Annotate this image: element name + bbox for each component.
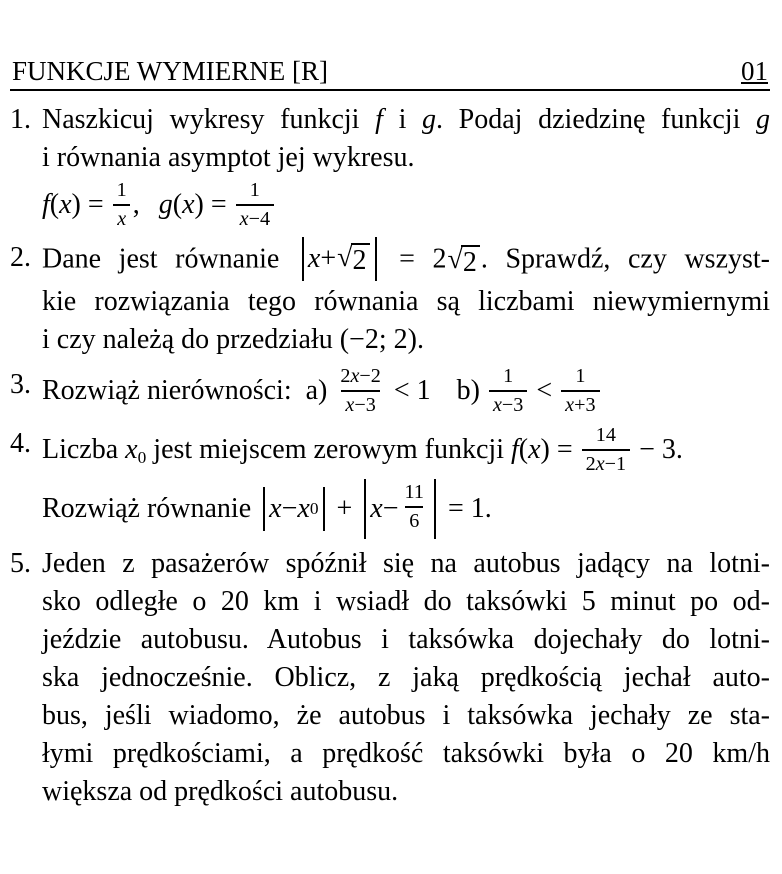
problem-line: [42, 659, 770, 697]
fraction-denominator: [113, 204, 130, 232]
problem-number: 3.: [10, 369, 31, 401]
math-variable: x: [350, 365, 360, 388]
problem-line: [42, 366, 770, 419]
fraction-numerator: [499, 364, 517, 390]
text-run: −2: [359, 365, 381, 388]
fraction-denominator: [489, 390, 527, 418]
text-run: (: [518, 434, 529, 466]
problem-line: [42, 180, 770, 233]
fraction-denominator: [405, 506, 423, 534]
text-run: <: [529, 375, 560, 407]
absolute-value: [299, 237, 380, 281]
fraction-numerator: [246, 178, 264, 204]
fraction-numerator: [401, 480, 428, 506]
text-run: Rozwiąż nierówności: a): [42, 375, 335, 407]
problem-line: [42, 583, 770, 621]
problem-line: [42, 481, 770, 540]
text-run: − 3.: [632, 434, 683, 466]
text-run: 1: [116, 179, 127, 201]
worksheet-title: FUNKCJE WYMIERNE [R]: [12, 56, 328, 86]
text-run: = 2: [381, 243, 447, 275]
text-run: < 1: [386, 375, 431, 407]
problem-line: [42, 239, 770, 283]
vertical-bar-icon: [375, 237, 377, 281]
math-variable: x: [528, 434, 541, 466]
fraction: [336, 364, 384, 417]
math-variable: x: [59, 189, 72, 220]
problem-line: [42, 321, 770, 359]
fraction: [582, 423, 630, 476]
vertical-bar-icon: [434, 479, 436, 538]
problem-body: [42, 101, 770, 234]
math-variable: x: [370, 493, 383, 525]
problem-item: [10, 101, 770, 234]
problem-line: [42, 735, 770, 773]
text-run: 14: [595, 424, 616, 447]
text-run: 11: [404, 481, 424, 504]
text-run: +: [320, 243, 337, 275]
text-run: Jeden z pasażerów spóźnił się na autobus jadący na lotni-: [42, 547, 770, 579]
text-run: i: [382, 104, 423, 135]
fraction-denominator: [341, 390, 379, 418]
problem-line: [42, 621, 770, 659]
problem-item: [10, 239, 770, 359]
problem-item: [10, 366, 770, 419]
text-run: i czy należą do przedziału (−2; 2).: [42, 324, 424, 356]
text-run: −3: [354, 393, 376, 416]
text-run: jest miejscem zerowym funkcji: [146, 434, 511, 466]
fraction-numerator: [592, 423, 620, 449]
fraction-numerator: [571, 364, 589, 390]
fraction-denominator: [582, 449, 630, 477]
math-variable: x: [239, 207, 249, 230]
text-run: 1: [249, 179, 260, 201]
fraction-numerator: [113, 178, 131, 204]
radical: [337, 243, 369, 276]
page-header: [10, 57, 770, 91]
math-variable: g: [422, 104, 437, 135]
math-variable: f: [375, 104, 383, 135]
fraction: [236, 178, 274, 231]
fraction: [489, 364, 527, 417]
text-run: ) =: [71, 189, 111, 220]
text-run: −3: [501, 393, 524, 416]
math-variable: f: [510, 434, 519, 466]
radical: [447, 245, 479, 278]
vertical-bar-icon: [323, 487, 325, 531]
math-variable: x: [125, 434, 138, 466]
problem-number: 2.: [10, 242, 31, 274]
text-run: (: [172, 189, 183, 220]
math-variable: x: [269, 493, 282, 525]
text-run: jeździe autobusu. Autobus i taksówka dojechały do lotni-: [42, 623, 770, 655]
math-variable: x: [182, 189, 195, 220]
problem-line: [42, 545, 770, 583]
fraction-denominator: [561, 390, 599, 418]
problem-body: [42, 545, 770, 811]
text-run: sko odległe o 20 km i wsiadł do taksówki 5 minut po od-: [42, 585, 770, 617]
text-run: Naszkicuj wykresy funkcji: [42, 104, 376, 135]
problem-number: 4.: [10, 428, 31, 460]
radicand: 2: [351, 243, 370, 276]
vertical-bar-icon: [263, 487, 265, 531]
fraction: [113, 178, 131, 231]
math-variable: x: [297, 493, 310, 525]
text-run: (: [49, 189, 60, 220]
problem-line: [42, 425, 770, 478]
fraction-numerator: [336, 364, 384, 390]
problem-line: [42, 101, 770, 139]
text-run: +3: [574, 393, 596, 416]
text-run: . Podaj dziedzinę funkcji: [436, 104, 757, 135]
math-variable: x: [117, 207, 127, 230]
problem-body: [42, 425, 770, 541]
text-run: większa od prędkości autobusu.: [42, 775, 399, 807]
problem-line: [42, 283, 770, 321]
text-run: ska jednocześnie. Oblicz, z jaką prędkością jechał auto-: [42, 661, 770, 693]
problem-list: [10, 101, 770, 811]
fraction: [561, 364, 599, 417]
math-variable: x: [345, 393, 355, 416]
text-run: +: [329, 493, 360, 525]
text-run: bus, jeśli wiadomo, że autobus i taksówka jechały ze sta-: [42, 699, 770, 731]
problem-line: [42, 773, 770, 811]
problem-number: 1.: [10, 104, 31, 135]
text-run: łymi prędkościami, a prędkość taksówki była o 20 km/h: [42, 737, 770, 769]
problem-item: [10, 425, 770, 541]
problem-body: [42, 366, 770, 419]
vertical-bar-icon: [302, 237, 304, 281]
problem-item: [10, 545, 770, 811]
math-variable: g: [756, 104, 771, 135]
problem-number: 5.: [10, 547, 31, 579]
text-run: . Sprawdź, czy wszyst-: [480, 243, 770, 275]
math-variable: x: [595, 452, 605, 475]
radicand: 2: [461, 245, 480, 278]
text-run: −: [281, 493, 298, 525]
text-run: ) =: [540, 434, 580, 466]
text-run: Rozwiąż równanie: [42, 493, 259, 525]
text-run: −1: [604, 452, 627, 475]
absolute-value: [260, 487, 327, 531]
math-variable: f: [42, 189, 50, 220]
subscript: 0: [137, 448, 147, 468]
math-variable: x: [492, 393, 502, 416]
radical-symbol-icon: √: [447, 243, 463, 275]
text-run: ,: [132, 189, 147, 220]
fraction-denominator: [236, 204, 274, 232]
problem-body: [42, 239, 770, 359]
vertical-bar-icon: [364, 479, 366, 538]
math-variable: g: [158, 189, 173, 220]
page-number: 01: [741, 56, 768, 86]
text-run: kie rozwiązania tego równania są liczbami niewymiernymi: [42, 286, 770, 318]
abs-content: [307, 237, 372, 281]
subscript: 0: [309, 499, 319, 519]
abs-content: [268, 487, 319, 531]
problem-line: [42, 139, 770, 177]
text-run: 2: [340, 365, 351, 388]
absolute-value: [361, 479, 439, 538]
text-run: 2: [585, 452, 596, 475]
text-run: b): [456, 375, 487, 407]
text-run: 1: [503, 365, 514, 388]
text-run: Liczba: [42, 434, 126, 466]
math-variable: x: [307, 243, 321, 275]
problem-line: [42, 697, 770, 735]
abs-content: [369, 479, 431, 538]
text-run: Dane jest równanie: [42, 243, 297, 275]
text-run: −: [382, 493, 399, 525]
text-run: 1: [575, 365, 586, 388]
fraction: [401, 480, 428, 533]
math-variable: x: [565, 393, 575, 416]
text-run: 6: [409, 510, 420, 533]
text-run: ) =: [194, 189, 234, 220]
text-run: i równania asymptot jej wykresu.: [42, 142, 415, 173]
text-run: −4: [248, 207, 271, 230]
text-run: = 1.: [440, 493, 492, 525]
radical-symbol-icon: √: [337, 241, 353, 273]
